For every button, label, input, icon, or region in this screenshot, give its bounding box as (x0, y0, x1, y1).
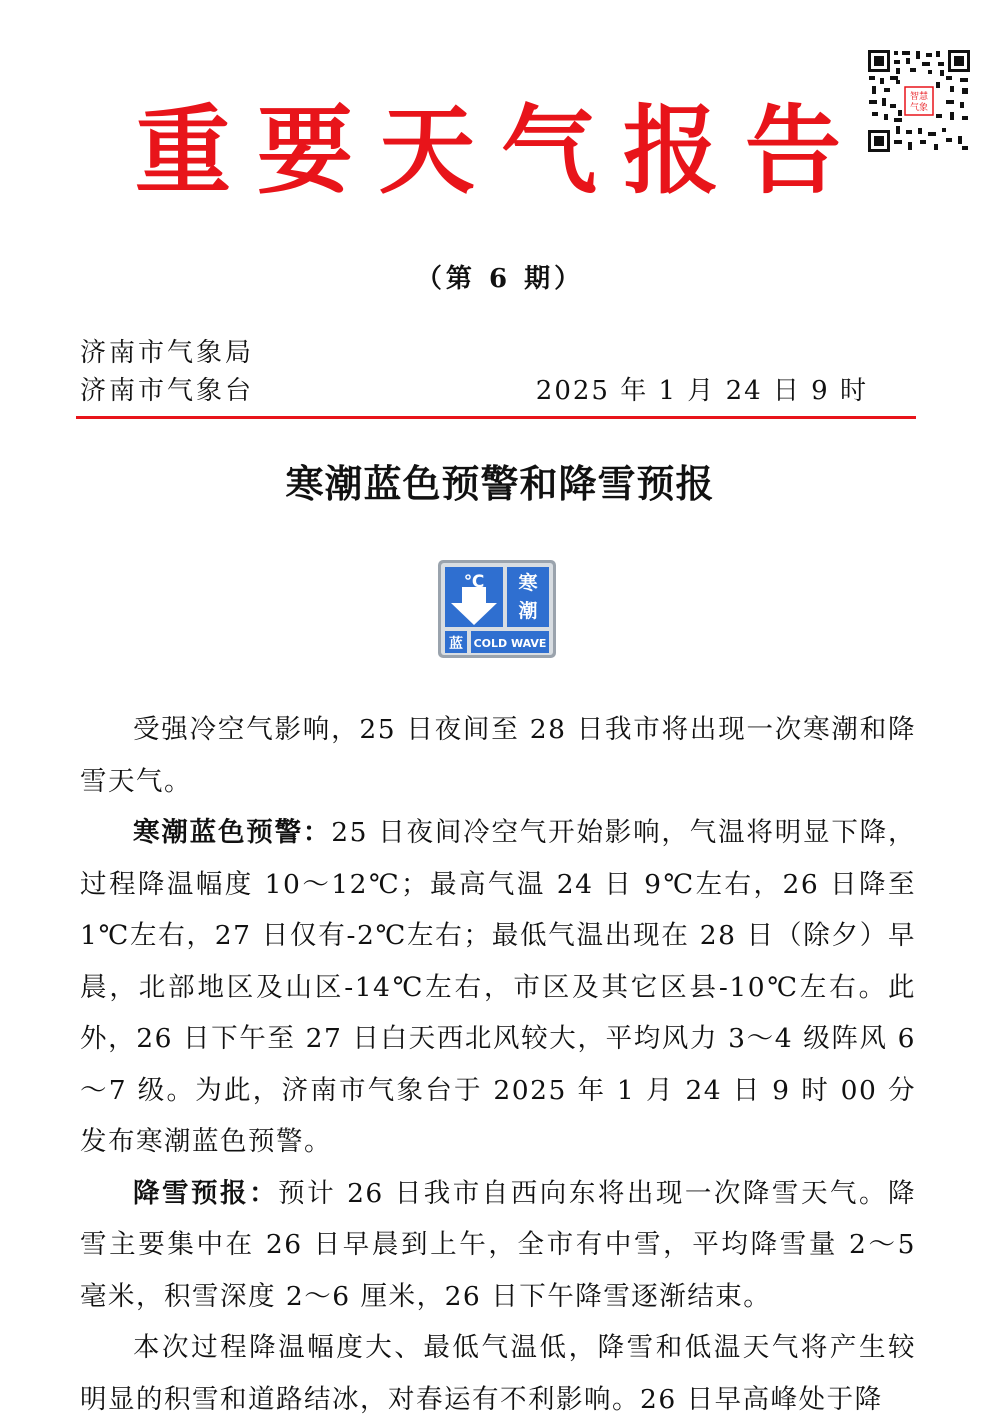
report-body (80, 704, 916, 1425)
report-title-char: 重 (135, 94, 231, 207)
badge-char: 寒 (518, 572, 538, 594)
body-paragraph (80, 807, 916, 1168)
report-title-char: 报 (623, 94, 719, 207)
badge-unit: ℃ (463, 572, 485, 592)
issue-datetime: 2025 年 1 月 24 日 9 时 (535, 376, 868, 406)
qr-code-icon[interactable] (866, 48, 972, 154)
header-divider (76, 416, 916, 419)
body-paragraph: 受强冷空气影响，25 日夜间至 28 日我市将出现一次寒潮和降雪天气。 (80, 714, 916, 797)
body-paragraph: 本次过程降温幅度大、最低气温低，降雪和低温天气将产生较明显的积雪和道路结冰，对春运有不利影响。26 日早高峰处于降 (80, 1332, 916, 1415)
report-title-char: 要 (257, 94, 353, 207)
section-text: 25 日夜间冷空气开始影响，气温将明显下降，过程降温幅度 10～12℃；最高气温 24 日 9℃左右，26 日降至 1℃左右，27 日仅有-2℃左右；最低气温出现在 28 日（除夕）早晨，北部地区及山区-14℃左右，市区及其它区县-10℃左右。此外，26 日下午至 27 日白天西北风较大，平均风力 3～4 级阵风 6～7 级。为此，济南市气象台于 2025 年 1 月 24 日 9 时 00 分发布寒潮蓝色预警。 (80, 817, 916, 1157)
badge-english: COLD WAVE (473, 637, 547, 650)
body-paragraph (80, 1168, 916, 1323)
section-lead: 降雪预报： (133, 1177, 279, 1209)
badge-level: 蓝 (449, 636, 463, 652)
issuer-observatory: 济南市气象台 (80, 376, 255, 406)
section-text: 预计 26 日我市自西向东将出现一次降雪天气。降雪主要集中在 26 日早晨到上午，全市有中雪，平均降雪量 2～5 毫米，积雪深度 2～6 厘米，26 日下午降雪逐渐结束。 (80, 1177, 917, 1312)
qr-logo-text: 智慧 (909, 92, 929, 102)
report-title (128, 96, 848, 206)
qr-logo-text: 气象 (909, 103, 929, 113)
badge-char: 潮 (518, 600, 538, 622)
page-title: 寒潮蓝色预警和降雪预报 (285, 461, 715, 506)
issuer-bureau: 济南市气象局 (80, 338, 255, 368)
section-lead: 寒潮蓝色预警： (133, 817, 332, 848)
report-title-char: 告 (745, 94, 841, 207)
report-title-char: 气 (501, 94, 597, 207)
report-title-char: 天 (379, 94, 475, 207)
issue-number: （第 6 期） (415, 264, 585, 294)
cold-wave-blue-warning-icon (437, 559, 557, 659)
